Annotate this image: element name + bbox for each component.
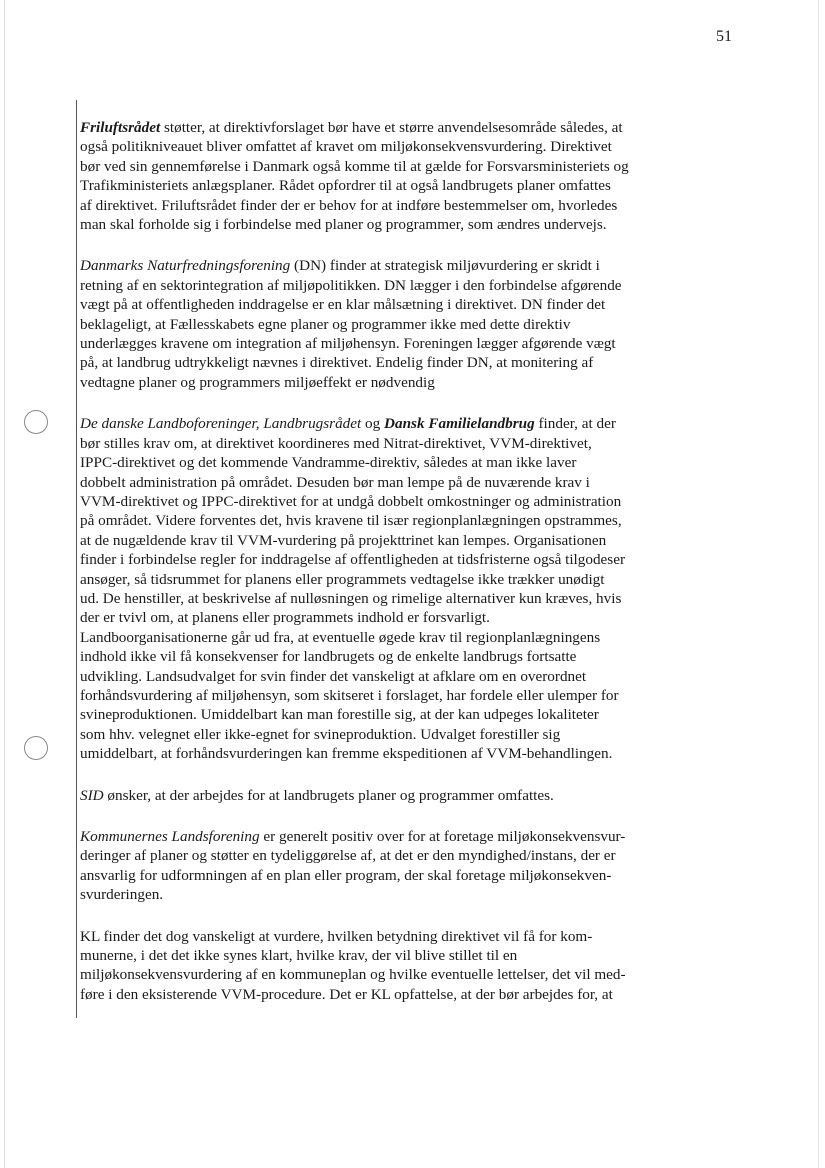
text-line: miljøkonsekvensvurdering af en kommuneplan og hvilke eventuelle lettelser, det vil med- — [80, 966, 626, 984]
text-line: af direktivet. Friluftsrådet finder der er behov for at indføre bestemmelser om, hvorledes — [80, 196, 618, 214]
text-line: finder, at der — [534, 415, 616, 433]
text-line: også politikniveauet bliver omfattet af kravet om miljøkonsekvensvurdering. Direktivet — [80, 138, 612, 156]
text-line: udvikling. Landsudvalget for svin finder det vanskeligt at afklare om en overordnet — [80, 667, 587, 685]
text-line: indhold ikke vil få konsekvenser for landbrugets og de enkelte landbrugs fortsatte — [80, 648, 577, 666]
text-line: umiddelbart, at forhåndsvurderingen kan fremme ekspeditionen af VVM-behandlingen. — [80, 745, 613, 763]
org-name: Danmarks Naturfredningsforening — [80, 257, 291, 275]
paragraph-landboforeninger — [80, 414, 744, 763]
text-line: finder i forbindelse regler for inddragelse af offentligheden at tidsfristerne også tilgodeser — [80, 551, 626, 569]
text-line: deringer af planer og støtter en tydeliggørelse af, at det er den myndighed/instans, der er — [80, 847, 616, 865]
text-line: retning af en sektorintegration af miljøpolitikken. DN lægger i den forbindelse afgørende — [80, 276, 622, 294]
org-name: Kommunernes Landsforening — [80, 828, 260, 845]
text-line: ønsker, at der arbejdes for at landbrugets planer og programmer omfattes. — [103, 786, 554, 804]
scan-right-edge — [818, 0, 819, 1168]
text-line: IPPC-direktivet og det kommende Vandramme-direktiv, således at man ikke laver — [80, 454, 577, 472]
text-line: bør ved sin gennemførelse i Danmark også komme til at gælde for Forsvarsministeriets og — [80, 157, 629, 175]
text-line: forhåndsvurdering af miljøhensyn, som skitseret i forslaget, har fordele eller ulemper for — [80, 686, 619, 704]
text-line: (DN) finder at strategisk miljøvurdering er skridt i — [290, 257, 600, 275]
text-line: støtter, at direktivforslaget bør have et større anvendelsesområde således, at — [160, 119, 623, 136]
text-line: Landboorganisationerne går ud fra, at eventuelle øgede krav til regionplanlægningens — [80, 628, 601, 646]
text-line: dobbelt administration på området. Desuden bør man lempe på de nuværende krav i — [80, 473, 590, 491]
text-line: er generelt positiv over for at foretage miljøkonsekvensvur- — [259, 828, 626, 845]
text-line: som hhv. velegnet eller ikke-egnet for svineproduktion. Udvalget forestiller sig — [80, 725, 561, 743]
text-line: svineproduktionen. Umiddelbart kan man forestille sig, at der kan udpeges lokaliteter — [80, 706, 599, 724]
text-line: på området. Videre forventes det, hvis kravene til især regionplanlægningen opstrammes, — [80, 512, 622, 530]
margin-rule — [76, 100, 77, 1018]
text-line: beklageligt, at Fællesskabets egne planer og programmer ikke med dette direktiv — [80, 315, 571, 333]
text-line: ansøger, så tidsrummet for planens eller programmets vedtagelse ikke trækker unødigt — [80, 570, 605, 588]
org-name: Friluftsrådet — [80, 119, 161, 136]
text-line: KL finder det dog vanskeligt at vurdere, hvilken betydning direktivet vil få for kom- — [80, 927, 593, 945]
text-line: underlægges kravene om integration af miljøhensyn. Foreningen lægger afgørende vægt — [80, 335, 616, 353]
paragraph-sid — [80, 786, 744, 805]
text-line: bør stilles krav om, at direktivet koordineres med Nitrat-direktivet, VVM-direktivet, — [80, 434, 592, 452]
org-name: SID — [80, 786, 104, 804]
org-name: Dansk Familielandbrug — [384, 415, 535, 433]
page-number: 51 — [716, 28, 732, 45]
text-line: vægt på at offentligheden inddragelse er en klar målsætning i direktivet. DN finder det — [80, 296, 606, 314]
org-name: De danske Landboforeninger, Landbrugsrådet — [80, 415, 362, 433]
text-line: ud. De henstiller, at beskrivelse af nulløsningen og rimelige alternativer kun kræves, hvis — [80, 589, 622, 607]
paragraph-kl — [80, 827, 744, 905]
text-line: Trafikministeriets anlægsplaner. Rådet opfordrer til at også landbrugets planer omfattes — [80, 177, 611, 195]
text-line: at de nugældende krav til VVM-vurdering på projekttrinet kan lempes. Organisationen — [80, 531, 607, 549]
text-line: munerne, i det det ikke synes klart, hvilke krav, der vil blive stillet til en — [80, 947, 518, 965]
paragraph-dn — [80, 256, 744, 392]
document-body — [80, 118, 744, 1026]
text-line: der er tvivl om, at planens eller programmets indhold er forsvarligt. — [80, 609, 490, 627]
text-line: på, at landbrug udtrykkeligt nævnes i direktivet. Endelig finder DN, at monitering af — [80, 354, 594, 372]
text-line: vedtagne planer og programmers miljøeffekt er nødvendig — [80, 373, 435, 391]
punch-hole-bottom — [24, 736, 48, 760]
text-line: man skal forholde sig i forbindelse med planer og programmer, som ændres undervejs. — [80, 216, 607, 234]
text-line: føre i den eksisterende VVM-procedure. Det er KL opfattelse, at der bør arbejdes for, at — [80, 985, 613, 1003]
org-connector: og — [361, 415, 385, 433]
paragraph-friluftsraadet — [80, 118, 744, 234]
text-line: ansvarlig for udformningen af en plan eller program, der skal foretage miljøkonsekven- — [80, 866, 612, 884]
text-line: VVM-direktivet og IPPC-direktivet for at undgå dobbelt omkostninger og administration — [80, 492, 622, 510]
text-line: svurderingen. — [80, 886, 164, 904]
punch-hole-top — [24, 410, 48, 434]
scan-left-edge — [4, 0, 5, 1168]
paragraph-kl-continued — [80, 927, 744, 1005]
